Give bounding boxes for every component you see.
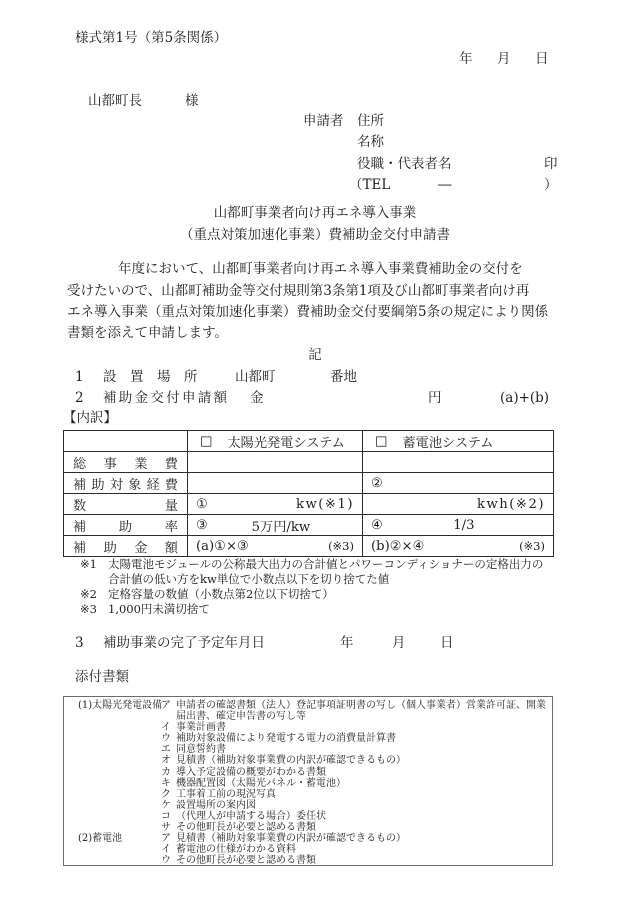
item-kana: キ — [161, 777, 171, 789]
body-line1: 年度において、山都町事業者向け再エネ導入事業費補助金の交付を — [118, 261, 523, 277]
rate-battery-cell — [363, 515, 554, 536]
item-kana: オ — [161, 755, 171, 767]
breakdown-label: 【内訳】 — [63, 410, 117, 426]
body-line2: 受けたいので、山都町補助金等交付規則第3条第1項及び山都町事業者向け再 — [67, 283, 530, 299]
item-kana: エ — [161, 744, 171, 756]
attachment-item — [161, 767, 549, 778]
item-kana: イ — [161, 722, 171, 734]
item1-number: 1 — [75, 369, 84, 385]
applicant-name-label: 名称 — [357, 134, 384, 150]
attachments-heading: 添付書類 — [75, 669, 129, 685]
solar-amount-formula: (a)①×③ — [196, 538, 249, 554]
item-text: 設置場所の案内図 — [176, 799, 256, 811]
body-line3: エネ導入事業（重点対策加速化事業）費補助金交付要綱第5条の規定により関係 — [67, 304, 549, 320]
attachment-group-battery — [64, 833, 552, 866]
form-number: 様式第1号（第5条関係） — [75, 30, 228, 46]
battery-header-cell — [363, 431, 554, 452]
item-kana: ク — [161, 788, 171, 800]
note1-line1: 太陽電池モジュールの公称最大出力の合計値とパワーコンディショナーの定格出力の — [108, 557, 544, 571]
attachment-item — [161, 833, 549, 844]
attachment-item — [161, 855, 549, 866]
item3-year-label: 年 — [340, 635, 354, 651]
recipient-name: 山都町長 — [88, 93, 142, 109]
amount-row — [64, 536, 554, 557]
quantity-label: 数 量 — [64, 494, 188, 515]
note2-text: 定格容量の数値（小数点第2位以下切捨て） — [108, 587, 334, 601]
item-text: 申請者の確認書類（法人）登記事項証明書の写し（個人事業者）営業許可証、開業届出書、確定申告書の写し等 — [176, 700, 546, 723]
attachment-item — [161, 822, 549, 833]
item-text: （代理人が申請する場合）委任状 — [176, 810, 326, 822]
item-text: 導入予定設備の概要がわかる書類 — [176, 766, 326, 778]
battery-quantity-unit: kwh(※2) — [476, 496, 545, 512]
tel-close: ） — [544, 177, 558, 193]
item3-number: 3 — [75, 635, 84, 651]
attachment-item — [161, 811, 549, 822]
note2-marker: ※2 — [80, 587, 97, 601]
attachment-item — [161, 789, 549, 800]
item3-day-label: 日 — [440, 635, 454, 651]
item-text: 機器配置図（太陽光パネル・蓄電池） — [176, 777, 346, 789]
quantity-battery-cell — [363, 494, 554, 515]
note3-text: 1,000円未満切捨て — [108, 602, 210, 616]
attachment-item — [161, 800, 549, 811]
rate-row — [64, 515, 554, 536]
item-text: その他町長が必要と認める書類 — [176, 855, 316, 867]
item-kana: イ — [161, 844, 171, 856]
item1-value: 山都町 — [235, 369, 276, 385]
item-kana: ア — [161, 833, 171, 845]
item1-label: 設 置 場 所 — [103, 369, 198, 385]
solar-quantity-unit: kw(※1) — [295, 496, 354, 512]
item2-prefix: 金 — [250, 390, 264, 406]
battery-checkbox-icon: □ — [375, 433, 388, 449]
item-text: 蓄電池の仕様がわかる資料 — [176, 844, 296, 856]
battery-amount-formula: (b)②×④ — [371, 538, 425, 554]
solar-checkbox-icon: □ — [200, 433, 213, 449]
rate-solar-cell — [188, 515, 363, 536]
body-line4: 書類を添えて申請します。 — [67, 325, 228, 341]
item3-label: 補助事業の完了予定年月日 — [103, 635, 265, 651]
amount-solar-cell — [188, 536, 363, 557]
applicant-role-label: 役職・代表者名 — [357, 156, 452, 172]
attachment-item — [161, 700, 549, 722]
eligible-cost-label: 補助対象経費 — [64, 473, 188, 494]
solar-rate-mark: ③ — [196, 517, 208, 533]
item-kana: ア — [161, 700, 171, 711]
tel-open: （TEL — [349, 177, 391, 193]
eligible-cost-solar-cell — [188, 473, 363, 494]
attachment-item — [161, 744, 549, 755]
item-kana: コ — [161, 810, 171, 822]
item-kana: ケ — [161, 799, 171, 811]
attachment-item — [161, 733, 549, 744]
item-kana: ウ — [161, 855, 171, 867]
attachment-item — [161, 844, 549, 855]
total-cost-label: 総 事 業 費 — [64, 452, 188, 473]
note3-marker: ※3 — [80, 602, 97, 616]
rate-label: 補 助 率 — [64, 515, 188, 536]
attachment-item — [161, 778, 549, 789]
item3-month-label: 月 — [392, 635, 406, 651]
battery-amount-note: (※3) — [519, 539, 545, 553]
document-title-line2: （重点対策加速化事業）費補助金交付申請書 — [180, 227, 450, 243]
solar-header-cell — [188, 431, 363, 452]
item-text: 補助対象設備により発電する電力の消費量計算書 — [176, 733, 396, 745]
recipient-honorific: 様 — [185, 93, 199, 109]
applicant-label: 申請者 — [303, 113, 344, 129]
battery-eligible-mark: ② — [371, 475, 383, 491]
item2-number: 2 — [75, 390, 84, 406]
attachment-group-solar — [64, 700, 552, 833]
battery-rate-value: 1/3 — [453, 517, 475, 533]
note1-line2: 合計値の低い方をkw単位で小数点以下を切り捨てた値 — [108, 572, 390, 586]
date-month-label: 月 — [497, 51, 511, 67]
quantity-solar-cell — [188, 494, 363, 515]
total-cost-solar-cell — [188, 452, 363, 473]
eligible-cost-battery-cell — [363, 473, 554, 494]
document-title-line1: 山都町事業者向け再エネ導入事業 — [213, 205, 417, 221]
tel-dash: ― — [438, 177, 452, 193]
breakdown-header-row — [64, 431, 554, 452]
eligible-cost-row — [64, 473, 554, 494]
amount-battery-cell — [363, 536, 554, 557]
applicant-address-label: 住所 — [357, 113, 384, 129]
item-text: その他町長が必要と認める書類 — [176, 822, 316, 834]
seal-label: 印 — [544, 156, 558, 172]
note1-marker: ※1 — [80, 557, 97, 571]
attachment-item — [161, 755, 549, 766]
solar-amount-note: (※3) — [328, 539, 354, 553]
attachment-group-solar-label: (1)太陽光発電設備 — [78, 700, 163, 711]
amount-label: 補 助 金 額 — [64, 536, 188, 557]
battery-header-label: 蓄電池システム — [402, 435, 494, 451]
date-day-label: 日 — [535, 51, 549, 67]
item1-suffix: 番地 — [330, 369, 357, 385]
battery-rate-mark: ④ — [371, 517, 383, 533]
item-text: 見積書（補助対象事業費の内訳が確認できるもの） — [176, 755, 406, 767]
item-text: 見積書（補助対象事業費の内訳が確認できるもの） — [176, 833, 406, 845]
ki-marker: 記 — [308, 347, 322, 363]
item-kana: ウ — [161, 733, 171, 745]
breakdown-corner-cell — [64, 431, 188, 452]
date-year-label: 年 — [459, 51, 473, 67]
item2-unit: 円 — [428, 390, 442, 406]
item-kana: サ — [161, 822, 171, 834]
breakdown-table — [63, 430, 554, 557]
item-text: 事業計画書 — [176, 722, 226, 734]
item2-formula: (a)+(b) — [500, 390, 550, 406]
attachment-item — [161, 722, 549, 733]
item-text: 工事着工前の現況写真 — [176, 788, 276, 800]
quantity-row — [64, 494, 554, 515]
total-cost-row — [64, 452, 554, 473]
attachments-table — [63, 696, 553, 866]
attachment-group-battery-label: (2)蓄電池 — [78, 833, 123, 845]
solar-quantity-mark: ① — [196, 496, 208, 512]
item2-label: 補助金交付申請額 — [103, 390, 230, 406]
solar-header-label: 太陽光発電システム — [227, 435, 345, 451]
item-text: 同意誓約書 — [176, 744, 226, 756]
total-cost-battery-cell — [363, 452, 554, 473]
solar-rate-value: 5万円/kw — [251, 519, 311, 535]
item-kana: カ — [161, 766, 171, 778]
